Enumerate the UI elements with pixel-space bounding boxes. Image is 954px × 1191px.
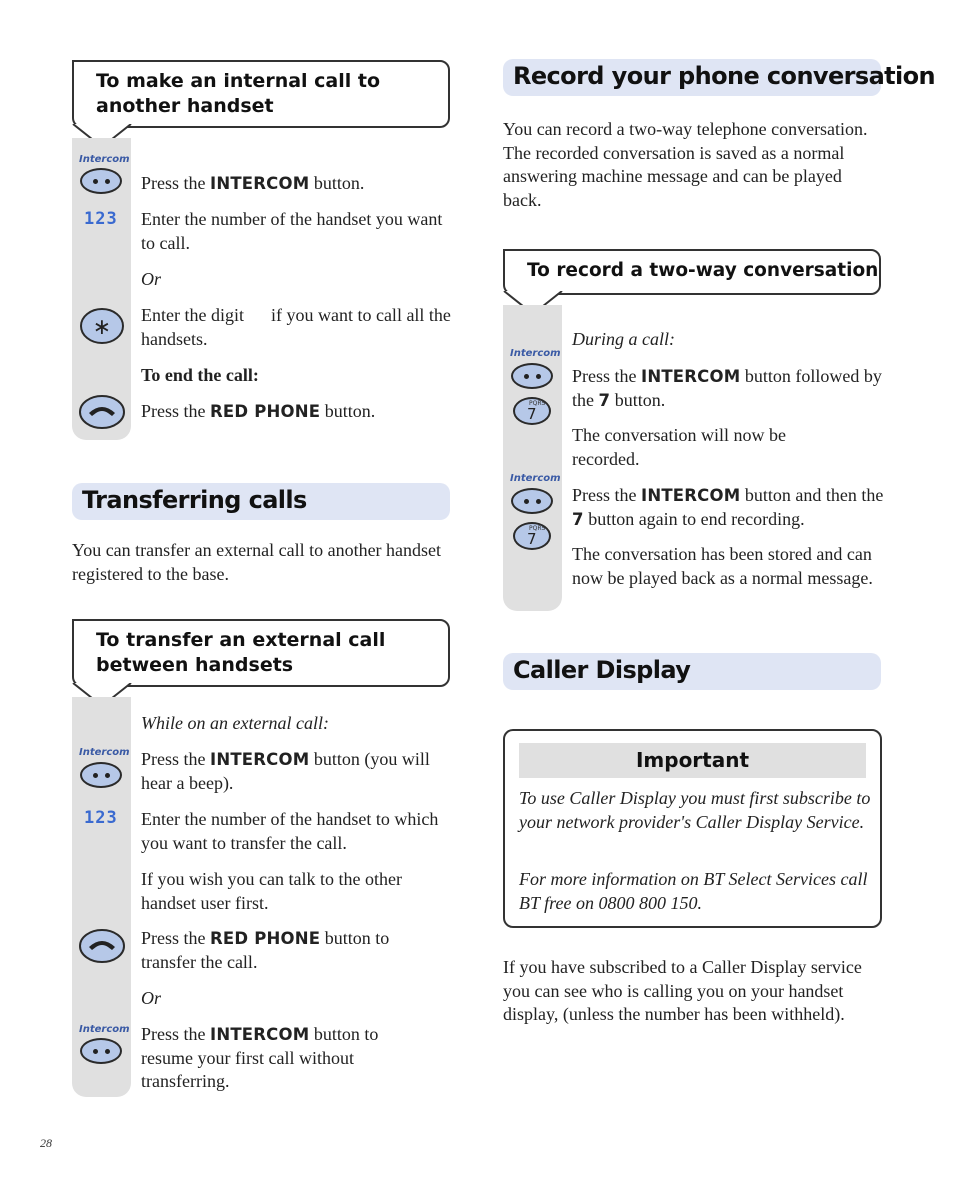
- step-enter-number: Enter the number of the handset to which you want to transfer the call.: [141, 809, 439, 853]
- number-keys-icon: 123: [84, 808, 118, 828]
- step-talk-first: If you wish you can talk to the other handset user first.: [141, 869, 402, 913]
- step-press-red-phone: Press the RED PHONE button to transfer the call.: [141, 928, 390, 972]
- record-callout-title: To record a two-way conversation: [527, 260, 879, 281]
- red-phone-icon: [78, 394, 126, 430]
- during-call: During a call:: [572, 329, 675, 349]
- important-box: [503, 729, 882, 928]
- step-now-recorded: The conversation will now be recorded.: [572, 425, 786, 469]
- internal-call-callout: [72, 60, 450, 128]
- step-end-recording: Press the INTERCOM button and then the 7 button again to end recording.: [572, 485, 884, 529]
- intercom-button-icon: [80, 1038, 122, 1064]
- transferring-calls-heading: Transferring calls: [72, 483, 450, 520]
- red-phone-icon: [78, 928, 126, 964]
- seven-key-icon: PQRS 7: [513, 397, 551, 425]
- while-on-call: While on an external call:: [141, 713, 329, 733]
- intercom-label: Intercom: [79, 1024, 130, 1035]
- step-press-red-phone: Press the RED PHONE button.: [141, 401, 376, 421]
- step-start-recording: Press the INTERCOM button followed by the 7 button.: [572, 366, 882, 410]
- transferring-intro: You can transfer an external call to another handset registered to the base.: [72, 540, 442, 584]
- important-text-2: For more information on BT Select Services call BT free on 0800 800 150.: [519, 869, 868, 913]
- important-title: Important: [519, 743, 866, 778]
- caller-display-heading: Caller Display: [503, 653, 881, 690]
- intercom-label: Intercom: [79, 154, 130, 165]
- seven-key-icon: PQRS 7: [513, 522, 551, 550]
- step-resume-call: Press the INTERCOM button to resume your first call without transferring.: [141, 1024, 379, 1091]
- record-callout: [503, 249, 881, 295]
- intercom-button-icon: [511, 363, 553, 389]
- intercom-button-icon: [80, 168, 122, 194]
- step-press-intercom: Press the INTERCOM button.: [141, 173, 365, 193]
- step-press-intercom: Press the INTERCOM button (you will hear a beep).: [141, 749, 430, 793]
- or-text: Or: [141, 269, 162, 289]
- end-call-heading: To end the call:: [141, 365, 259, 385]
- or-text: Or: [141, 988, 162, 1008]
- transfer-title-line2: between handsets: [96, 654, 294, 676]
- intercom-label: Intercom: [510, 348, 561, 359]
- record-intro: You can record a two-way telephone conversation. The recorded conversation is saved as a normal answering machine message and can be played back.: [503, 119, 868, 210]
- step-enter-digit: Enter the digit if you want to call all the handsets.: [141, 305, 456, 349]
- transfer-title-line1: To transfer an external call: [96, 629, 386, 651]
- caller-display-body: If you have subscribed to a Caller Display service you can see who is calling you on your handset display, (unless the number has been withheld).: [503, 957, 862, 1024]
- step-stored: The conversation has been stored and can now be played back as a normal message.: [572, 544, 873, 588]
- page-number: 28: [40, 1136, 52, 1150]
- intercom-button-icon: [80, 762, 122, 788]
- internal-call-title-line1: To make an internal call to: [96, 70, 381, 92]
- important-text-1: To use Caller Display you must first subscribe to your network provider's Caller Display Service.: [519, 788, 871, 832]
- intercom-button-icon: [511, 488, 553, 514]
- transfer-callout: [72, 619, 450, 687]
- record-conversation-heading: Record your phone conversation: [503, 59, 881, 96]
- internal-call-title-line2: another handset: [96, 95, 274, 117]
- intercom-label: Intercom: [510, 473, 561, 484]
- star-key-icon: [79, 307, 125, 345]
- step-enter-number: Enter the number of the handset you want to call.: [141, 209, 443, 253]
- svg-text:∗: ∗: [92, 315, 112, 340]
- intercom-label: Intercom: [79, 747, 130, 758]
- number-keys-icon: 123: [84, 209, 118, 229]
